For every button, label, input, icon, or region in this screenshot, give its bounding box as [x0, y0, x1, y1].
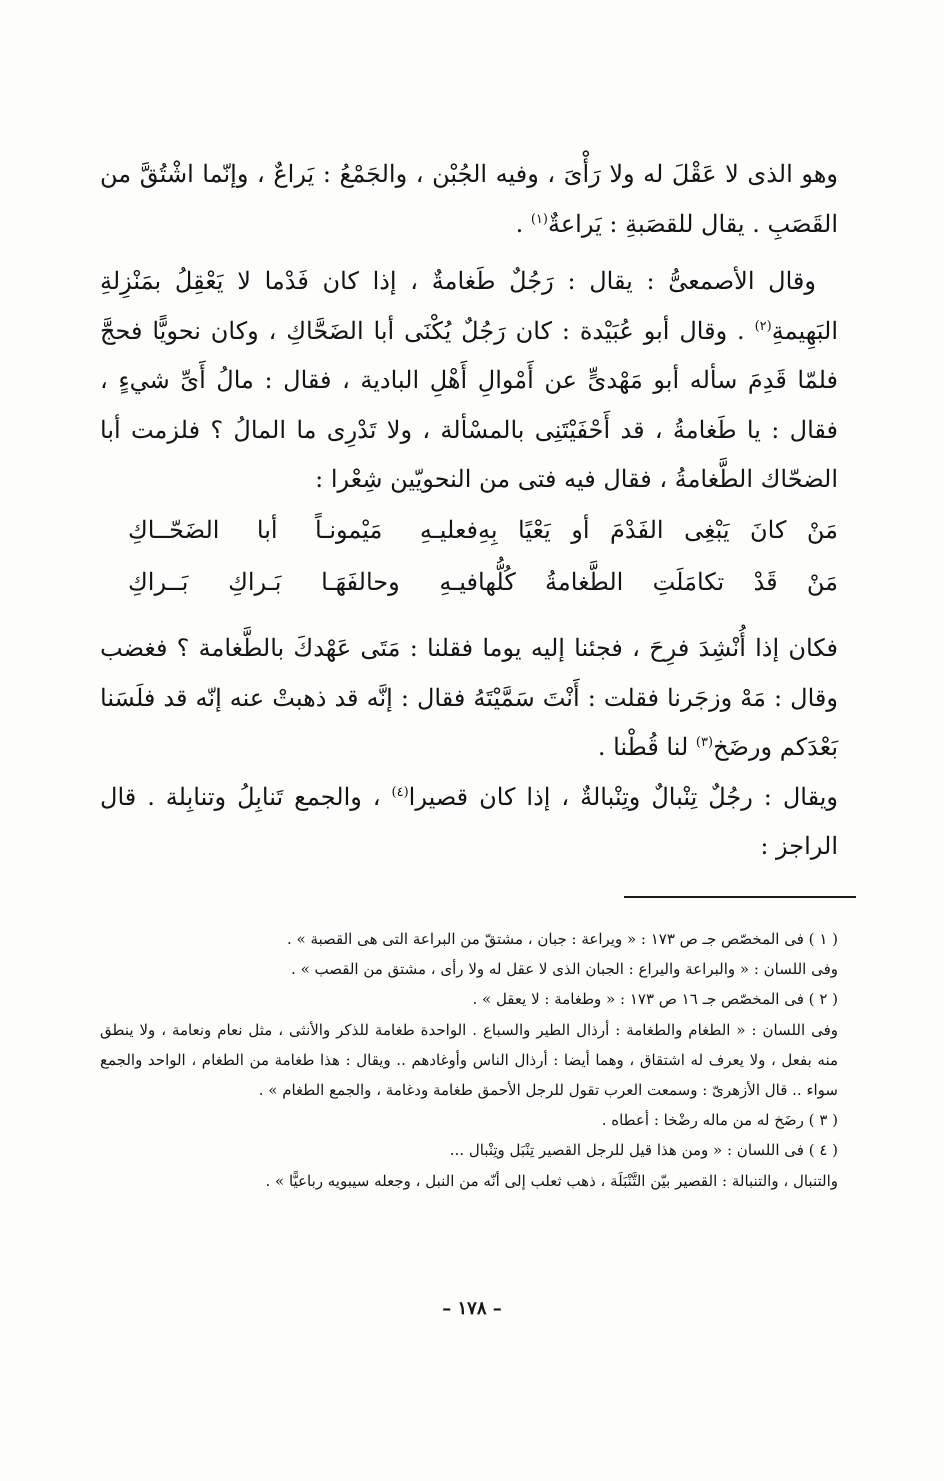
paragraph-1-end: .: [515, 209, 531, 238]
footnotes: [100, 924, 838, 1196]
main-text-continued: [100, 624, 838, 872]
paragraph-1: [100, 150, 838, 249]
paragraph-4-text: ويقال : رجُلٌ تِنْبالٌ وتِنْبالةٌ ، إذا كان قصيرا: [408, 782, 838, 811]
verse-1-second-hemistich: فعليـهِ مَيْمونـاً أبا الضَحّــاكِ: [128, 516, 478, 544]
paragraph-3: [100, 624, 838, 773]
paragraph-4-end: ، والجمع تَنابِلُ وتنابِلة . قال الراجز :: [100, 782, 838, 860]
footnote-3: ( ٣ ) رضَخ له من ماله رضْخا : أعطاه .: [601, 1111, 838, 1130]
footnote-separator: [624, 896, 856, 898]
footnote-ref-4[interactable]: (٤): [391, 784, 409, 800]
paragraph-4: [100, 773, 838, 872]
footnote-4-cont: والتنبال ، والتنبالة : القصير بيّن التَّنْبَلَة ، ذهب ثعلب إلى أنّه من النبل ، وجعله سيبويه رباعيًّا » .: [265, 1171, 838, 1190]
footnote-ref-3[interactable]: (٣): [695, 735, 714, 750]
page-number: – ١٧٨ –: [442, 1298, 502, 1319]
verse-line-2: [120, 560, 838, 604]
paragraph-3-end: لنا قُطْنا .: [597, 733, 696, 761]
paragraph-2: [100, 257, 838, 505]
footnote-4: ( ٤ ) فى اللسان : « ومن هذا قيل للرجل القصير تِنْبَل وتِنْبال ...: [449, 1141, 838, 1160]
verse-line-1: [120, 508, 838, 552]
verse-2-second-hemistich: فيـهِ وحالفَهَـا بَـراكِ بَــراكِ: [128, 568, 478, 596]
paragraph-3-text: فكان إذا أُنْشِدَ فرِحَ ، فجئنا إليه يوما فقلنا : مَتَى عَهْدكَ بالطَّغامة ؟ فغضب وقال : مَهْ وزجَرنا فقلت : أَنْتَ سَمَّيْتَهُ فقال : إنَّه قد ذهبتْ عنه إنّه قد فلَسَنا بَعْدَكم ورضَخ: [100, 634, 838, 761]
footnote-ref-1[interactable]: (١): [530, 211, 548, 227]
footnote-2: ( ٢ ) فى المخصّص جـ ١٦ ص ١٧٣ : « وطغامة : لا يعقل » .: [472, 990, 838, 1009]
paragraph-2-text: وقال الأصمعىُّ : يقال : رَجُلٌ طَغامةٌ ، إذا كان فَدْما لا يَعْقِلُ بمَنْزِلةِ البَهِيمةِ: [100, 267, 838, 345]
footnote-ref-2[interactable]: (٢): [754, 318, 772, 334]
main-text: [100, 150, 838, 505]
verse-2-first-hemistich: مَنْ قَدْ تكامَلَتِ الطَّغامةُ كُلُّها: [478, 568, 838, 596]
footnote-1: ( ١ ) فى المخصّص جـ ص ١٧٣ : « ويراعة : جبان ، مشتقّ من البراعة التى هى القصبة » .: [286, 930, 838, 948]
footnote-1-cont: وفى اللسان : « والبراعة واليراع : الجبان الذى لا عقل له ولا رأى ، مشتق من القصب » .: [291, 960, 838, 979]
paragraph-1-text: وهو الذى لا عَقْلَ له ولا رَأْىَ ، وفيه الجُبْن ، والجَمْعُ : يَراعٌ ، وإنّما اشْتُقَّ من القَصَبِ . يقال للقصَبةِ : يَراعةٌ: [100, 160, 838, 238]
verse-1-first-hemistich: مَنْ كانَ يَبْغِى الفَدْمَ أو يَعْيًا بِهِ: [478, 516, 838, 544]
footnote-2-cont: وفى اللسان : « الطغام والطغامة : أرذال الطير والسباع . الواحدة طغامة للذكر والأنثى ، مثل نعام ونعامة ، ولا ينطق منه بفعل ، ولا يعرف له اشتقاق ، وهما أيضا : أرذال الناس وأوغادهم .. ويقال : هذا طغامة من الطغام ، الواحد والجمع سواء .. قال الأزهرىّ : وسمعت العرب تقول للرجل الأحمق طغامة ودغامة ، والجمع الطغام » .: [100, 1020, 838, 1100]
paragraph-2-cont: . وقال أبو عُبَيْدة : كان رَجُلٌ يُكْنَى أبا الضَحَّاكِ ، وكان نحويًّا فحجَّ فلمّا قَدِمَ سأله أبو مَهْدىٍّ عن أَمْوالِ أَهْلِ البادية ، فقال : مالُ أَىِّ شيءٍ ، فقال : يا طَغامةُ ، قد أَحْفَيْتَنِى بالمسْألة ، ولا تَدْرِى ما المالُ ؟ فلزمت أبا الضحّاك الطَّغامةُ ، فقال فيه فتى من النحويّين شِعْرا :: [100, 316, 838, 493]
